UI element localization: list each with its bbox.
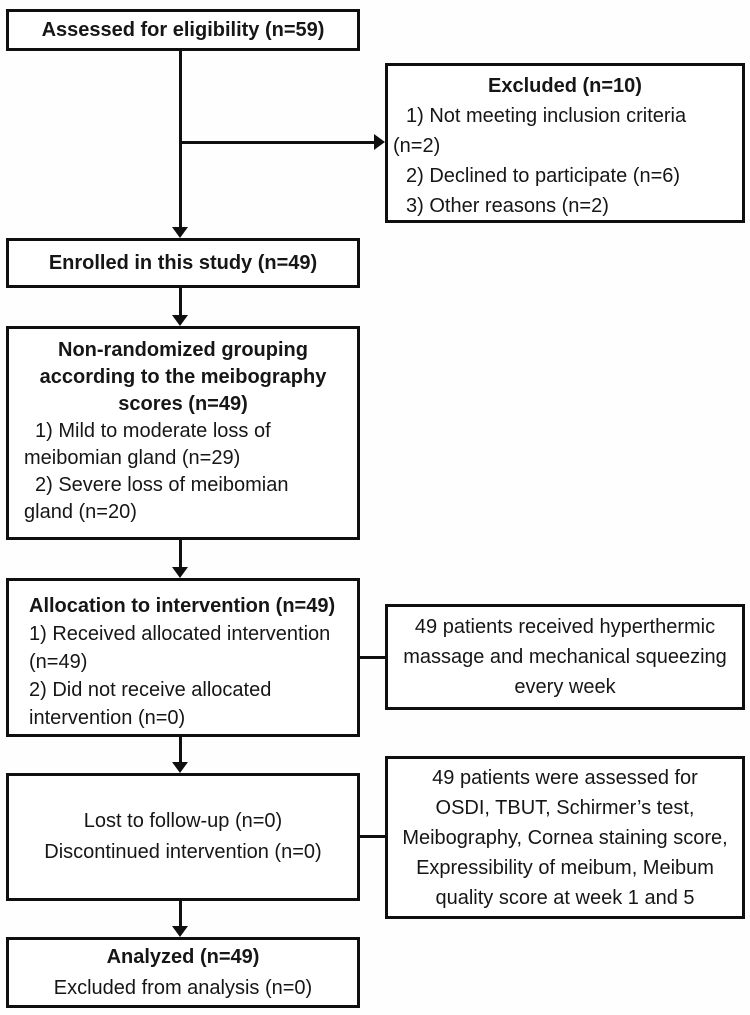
followup-line-2: Discontinued intervention (n=0): [44, 841, 322, 863]
hyperthermic-line-1: 49 patients received hyperthermic: [414, 616, 716, 638]
excluded-item-1-cont: (n=2): [393, 135, 441, 157]
assessments-line-1: 49 patients were assessed for: [432, 766, 698, 789]
grouping-item-2-cont: gland (n=20): [24, 501, 137, 523]
connector-followup-to-assessments: [360, 835, 385, 838]
excluded-title: Excluded (n=10): [488, 75, 642, 97]
excluded-box: [385, 63, 745, 223]
analyzed-title: Analyzed (n=49): [106, 945, 260, 968]
connector-assessed-to-enrolled: [179, 51, 182, 227]
arrowhead-down-icon: [172, 227, 188, 238]
assessments-line-4: Expressibility of meibum, Meibum: [416, 856, 714, 879]
grouping-title-line-3: scores (n=49): [118, 393, 248, 415]
allocation-title: Allocation to intervention (n=49): [29, 595, 336, 617]
connector-allocation-to-hyperthermic: [360, 656, 385, 659]
connector-followup-to-analyzed: [179, 901, 182, 926]
enrolled-box: [6, 238, 360, 288]
enrolled-label: Enrolled in this study (n=49): [48, 252, 318, 274]
analyzed-box: [6, 937, 360, 1008]
connector-grouping-to-allocation: [179, 540, 182, 567]
allocation-box: [6, 578, 360, 737]
grouping-item-2: 2) Severe loss of meibomian: [35, 474, 289, 496]
arrowhead-right-icon: [374, 134, 385, 150]
hyperthermic-massage-box: [385, 604, 745, 710]
allocation-item-1: 1) Received allocated intervention: [29, 623, 331, 645]
grouping-title-line-2: according to the meibography: [39, 366, 327, 388]
arrowhead-down-icon: [172, 315, 188, 326]
arrowhead-down-icon: [172, 567, 188, 578]
grouping-box: [6, 326, 360, 540]
assessed-eligibility-label: Assessed for eligibility (n=59): [41, 19, 325, 41]
excluded-item-1: 1) Not meeting inclusion criteria: [406, 105, 687, 127]
followup-box: [6, 773, 360, 901]
grouping-item-1-cont: meibomian gland (n=29): [24, 447, 241, 469]
assessments-line-2: OSDI, TBUT, Schirmer’s test,: [435, 796, 695, 819]
assessments-line-3: Meibography, Cornea staining score,: [402, 826, 728, 849]
analyzed-line-2: Excluded from analysis (n=0): [53, 976, 313, 999]
excluded-item-3: 3) Other reasons (n=2): [406, 195, 609, 217]
hyperthermic-line-3: every week: [514, 676, 616, 698]
followup-line-1: Lost to follow-up (n=0): [83, 810, 283, 832]
arrowhead-down-icon: [172, 762, 188, 773]
grouping-title-line-1: Non-randomized grouping: [58, 339, 308, 361]
allocation-item-1-cont: (n=49): [29, 651, 88, 673]
allocation-item-2: 2) Did not receive allocated: [29, 679, 272, 701]
connector-enrolled-to-grouping: [179, 288, 182, 315]
grouping-item-1: 1) Mild to moderate loss of: [35, 420, 271, 442]
assessments-box: [385, 756, 745, 919]
assessments-line-5: quality score at week 1 and 5: [435, 886, 695, 909]
excluded-item-2: 2) Declined to participate (n=6): [406, 165, 681, 187]
connector-allocation-to-followup: [179, 737, 182, 762]
allocation-item-2-cont: intervention (n=0): [29, 707, 186, 729]
hyperthermic-line-2: massage and mechanical squeezing: [403, 646, 727, 668]
arrowhead-down-icon: [172, 926, 188, 937]
assessed-eligibility-box: [6, 9, 360, 51]
connector-branch-to-excluded: [179, 141, 374, 144]
